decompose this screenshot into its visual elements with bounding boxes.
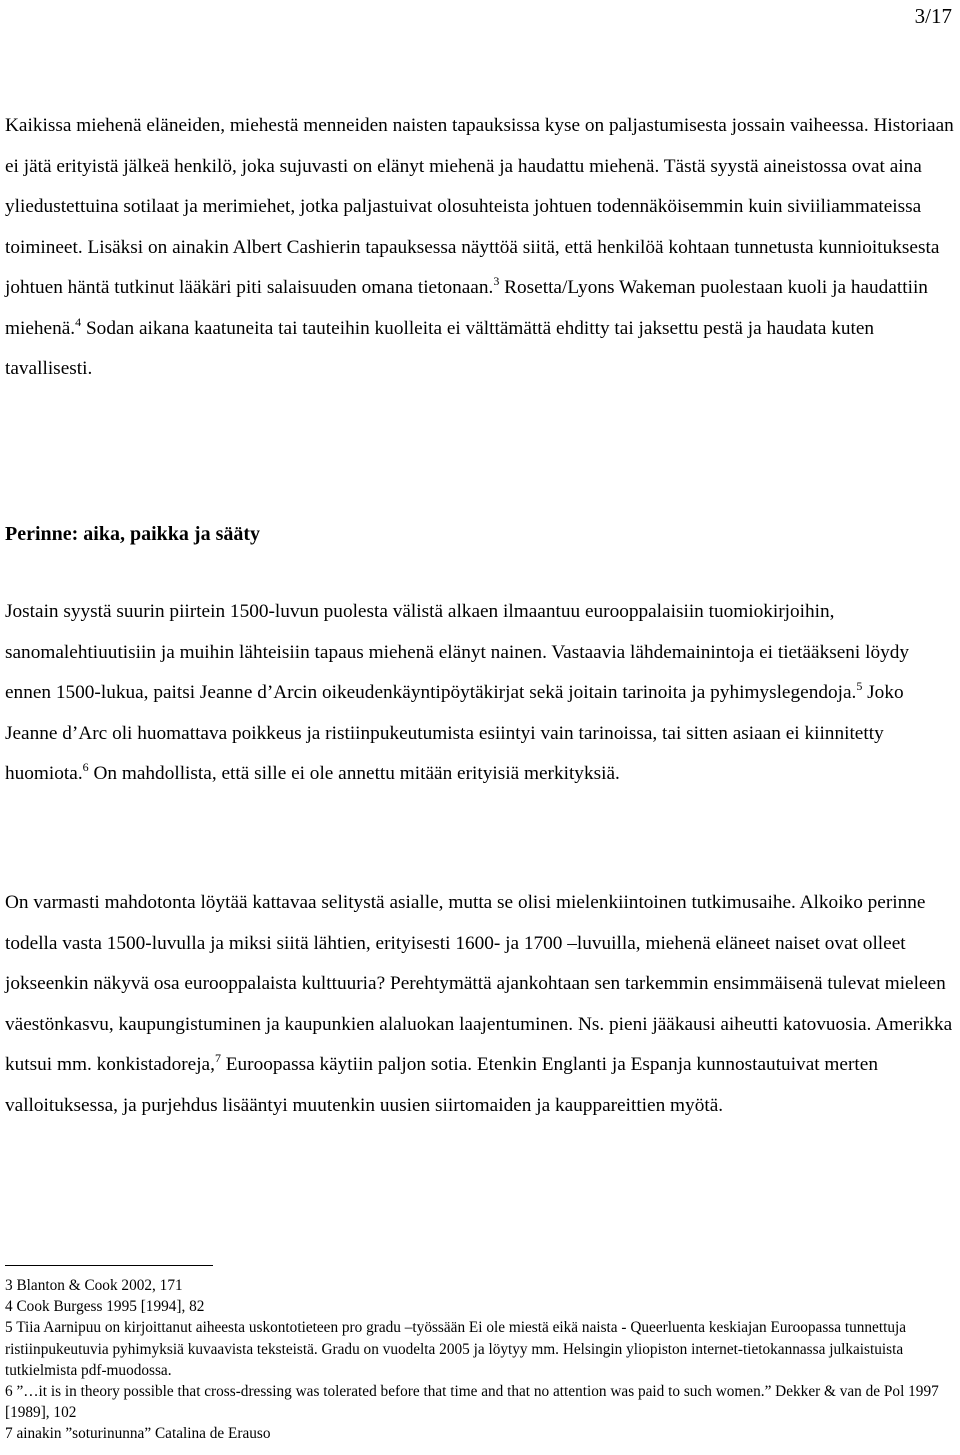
footnote-separator bbox=[5, 1265, 213, 1266]
footnote-ref-4[interactable]: 4 bbox=[75, 314, 82, 329]
footnote-5: 5 Tiia Aarnipuu on kirjoittanut aiheesta uskontotieteen pro gradu –työssään Ei ole miestä eikä naista - Queerluenta keskiajan Euroopassa tunnettuja ristiinpukeutuvia pyhimyksiä kuvaavista teksteistä. Gradu on vuodelta 2005 ja löytyy mm. Helsingin yliopiston internet-tietokannassa julkaistuista tutkielmista pdf-muodossa. bbox=[5, 1319, 907, 1379]
paragraph-2-text-a: Jostain syystä suurin piirtein 1500-luvun puolesta välistä alkaen ilmaantuu eurooppalaisiin tuomiokirjoihin, sanomalehtiuutisiin ja muihin lähteisiin tapaus miehenä elänyt nainen. Vastaavia lähdemainintoja ei tietääkseni löydy ennen 1500-lukua, paitsi Jeanne d’Arcin oikeudenkäyntipöytäkirjat sekä joitain tarinoita ja pyhimyslegendoja. bbox=[5, 601, 910, 703]
paragraph-1-text-c: Sodan aikana kaatuneita tai tauteihin kuolleita ei välttämättä ehditty tai jaksettu pestä ja haudata kuten tavallisesti. bbox=[5, 317, 875, 379]
footnote-4: 4 Cook Burgess 1995 [1994], 82 bbox=[5, 1298, 205, 1316]
footnote-7: 7 ainakin ”soturinunna” Catalina de Erauso bbox=[5, 1425, 271, 1443]
footnote-6: 6 ”…it is in theory possible that cross-dressing was tolerated before that time and that no attention was paid to such women.” Dekker & van de Pol 1997 [1989], 102 bbox=[5, 1383, 939, 1422]
paragraph-2 bbox=[5, 592, 955, 795]
paragraph-3-text-b: Euroopassa käytiin paljon sotia. Etenkin Englanti ja Espanja kunnostautuivat merten valloituksessa, ja purjehdus lisääntyi muutenkin uusien siirtomaiden ja kauppareittien myötä. bbox=[5, 1054, 878, 1116]
footnote-ref-3[interactable]: 3 bbox=[493, 274, 500, 288]
paragraph-2-text-b: Joko Jeanne d’Arc oli huomattava poikkeus ja ristiinpukeutumista esiintyi vain tarinoissa, tai sitten asiaan ei kiinnitetty huomiota. bbox=[5, 682, 904, 784]
paragraph-3-text-a: On varmasti mahdotonta löytää kattavaa selitystä asialle, mutta se olisi mielenkiintoinen tutkimusaihe. Alkoiko perinne todella vasta 1500-luvulla ja miksi siitä lähtien, erityisesti 1600- ja 1700 –luvuilla, miehenä eläneet naiset ovat olleet jokseenkin näkyvä osa eurooppalaista kulttuuria? Perehtymättä ajankohtaan sen tarkemmin ensimmäisenä tulevat mieleen väestönkasvu, kaupungistuminen ja kaupunkien alaluokan laajentuminen. Ns. pieni jääkausi aiheutti katovuosia. Amerikka kutsui mm. konkistadoreja, bbox=[5, 892, 953, 1075]
paragraph-1-text-b: Rosetta/Lyons Wakeman puolestaan kuoli ja haudattiin miehenä. bbox=[5, 277, 928, 339]
paragraph-1-text-a: Kaikissa miehenä eläneiden, miehestä menneiden naisten tapauksissa kyse on paljastumisesta jossain vaiheessa. Historiaan ei jätä erityistä jälkeä henkilö, joka sujuvasti on elänyt miehenä ja haudattu miehenä. Tästä syystä aineistossa ovat aina yliedustettuina sotilaat ja merimiehet, jotka paljastuivat olosuhteista johtuen todennäköisemmin kuin siviiliammateissa toimineet. Lisäksi on ainakin Albert Cashierin tapauksessa näyttöä siitä, että henkilöä kohtaan tunnetusta kunnioituksesta johtuen häntä tutkinut lääkäri piti salaisuuden omana tietonaan. bbox=[5, 115, 954, 298]
paragraph-1 bbox=[5, 106, 955, 390]
footnote-ref-7[interactable]: 7 bbox=[214, 1051, 221, 1065]
footnote-ref-5[interactable]: 5 bbox=[856, 679, 863, 693]
footnote-ref-6[interactable]: 6 bbox=[82, 760, 89, 774]
paragraph-2-text-c: On mahdollista, että sille ei ole annettu mitään erityisiä merkityksiä. bbox=[88, 763, 620, 784]
footnotes bbox=[5, 1275, 945, 1445]
footnote-3: 3 Blanton & Cook 2002, 171 bbox=[5, 1277, 183, 1294]
section-heading: Perinne: aika, paikka ja sääty bbox=[5, 523, 261, 545]
page-number: 3/17 bbox=[914, 4, 952, 28]
paragraph-3 bbox=[5, 883, 955, 1126]
